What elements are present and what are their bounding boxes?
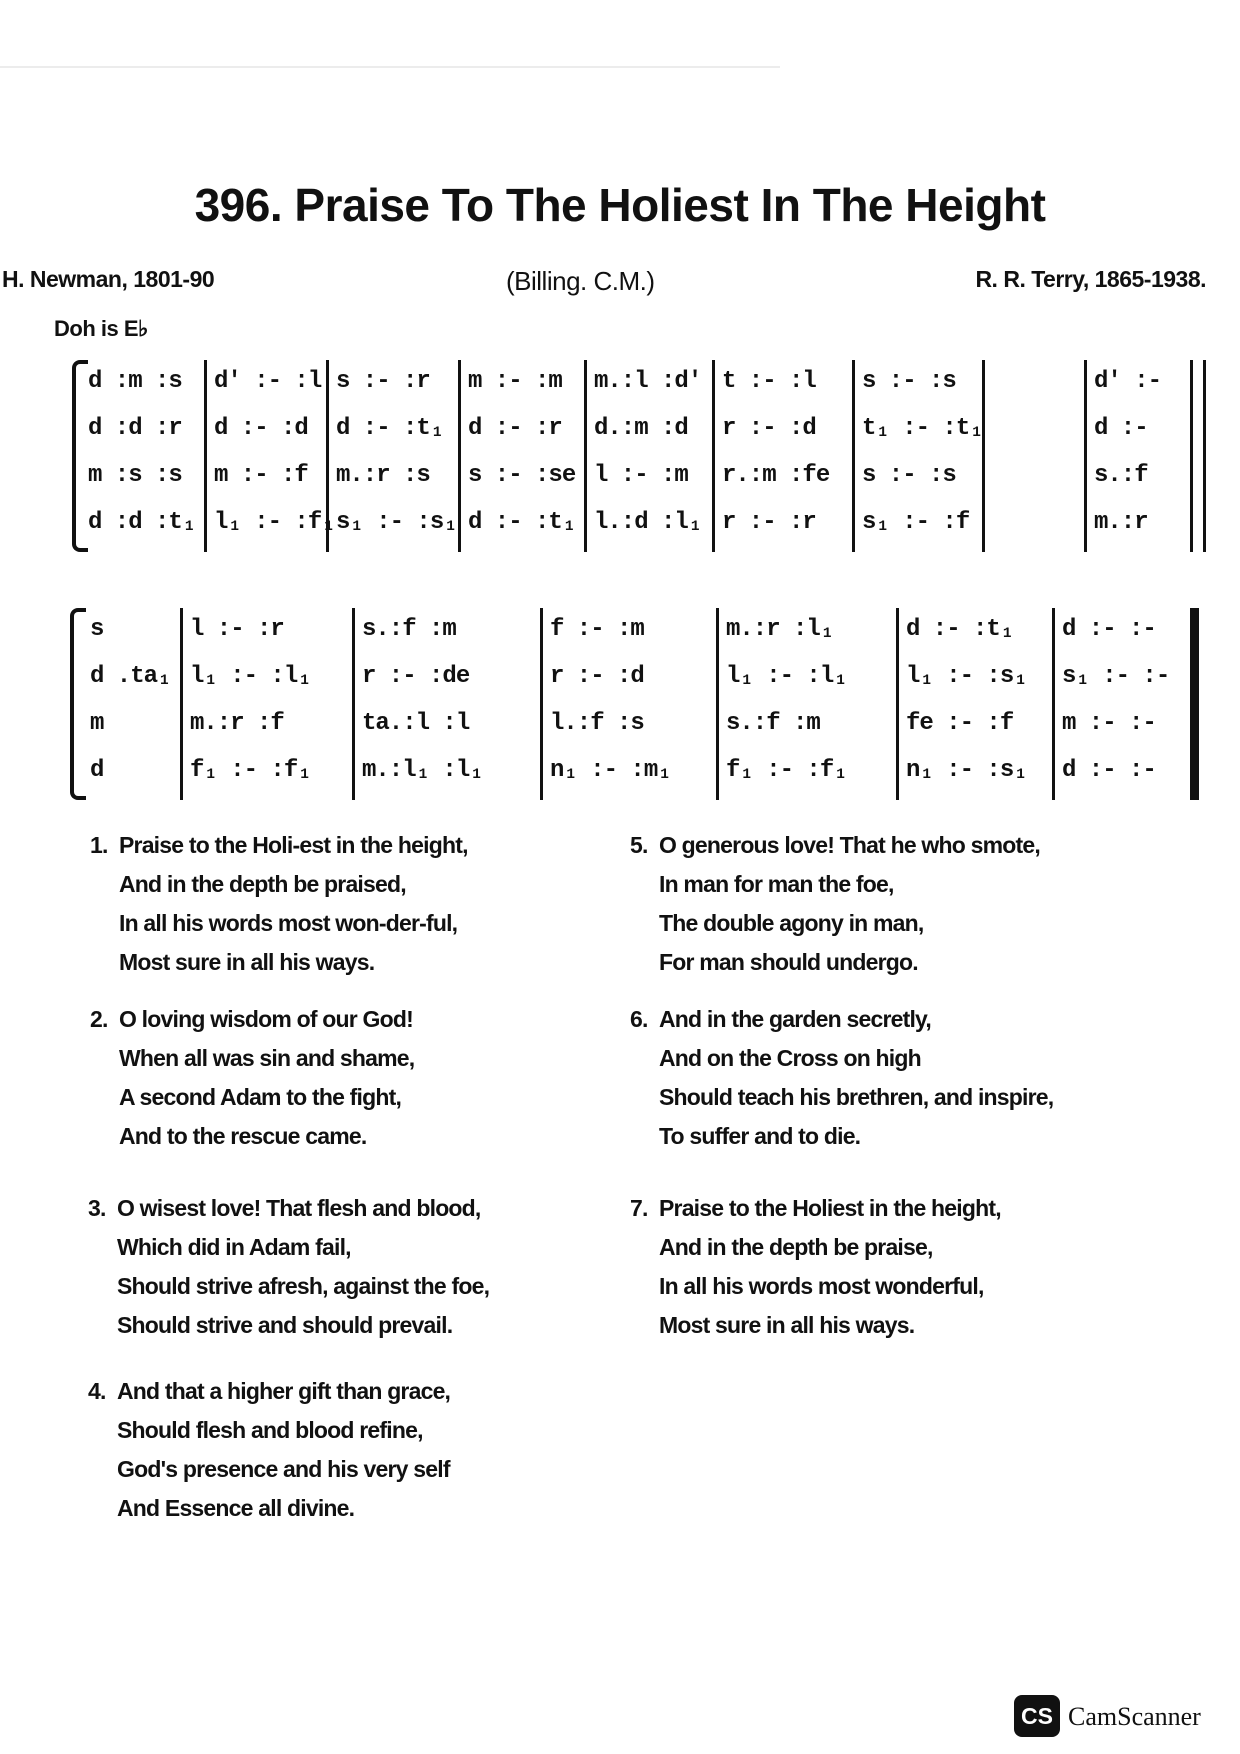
bass-part: s₁ :- :s₁ [336, 509, 457, 536]
bass-part: f₁ :- :f₁ [726, 757, 847, 784]
verse-line: And Essence all divine. [117, 1495, 355, 1521]
bass-part: n₁ :- :m₁ [550, 757, 671, 784]
alto-part: d :- :r [468, 415, 562, 442]
final-barline [1190, 360, 1206, 552]
alto-part: l₁ :- :s₁ [906, 663, 1027, 690]
soprano-part: l :- :r [190, 616, 284, 643]
tenor-part: m :s :s [88, 462, 182, 489]
alto-part: r :- :d [550, 663, 644, 690]
system-brace [72, 360, 88, 552]
alto-part: d .ta₁ [90, 663, 171, 690]
tune-name: (Billing. C.M.) [506, 266, 655, 296]
verse-line: Most sure in all his ways. [119, 949, 375, 975]
tenor-part: r.:m :fe [722, 462, 830, 489]
alto-part: s₁ :- :- [1062, 663, 1170, 690]
soprano-part: m :- :m [468, 368, 562, 395]
verse-line: And in the depth be praise, [659, 1234, 933, 1260]
author-credit: H. Newman, 1801-90 [2, 266, 215, 292]
verse-line: Should strive and should prevail. [117, 1312, 453, 1338]
verse-line: In all his words most wonderful, [659, 1273, 984, 1299]
verse-line: O generous love! That he who smote, [659, 832, 1040, 858]
bass-part: r :- :r [722, 509, 816, 536]
soprano-part: t :- :l [722, 368, 816, 395]
verse-number: 3. [88, 1195, 106, 1221]
barline [458, 360, 461, 552]
verse-number: 4. [88, 1378, 106, 1404]
verse-number: 6. [630, 1006, 648, 1032]
tenor-part: m.:r :f [190, 710, 284, 737]
verse-line: O wisest love! That flesh and blood, [117, 1195, 481, 1221]
alto-part: d :- [1094, 415, 1148, 442]
barline [852, 360, 855, 552]
key-signature: Doh is E♭ [54, 316, 148, 341]
verse-line: And that a higher gift than grace, [117, 1378, 451, 1404]
score-system-1 [70, 360, 1206, 552]
hymn-title: 396. Praise To The Holiest In The Height [194, 179, 1046, 231]
tenor-part: m :- :f [214, 462, 308, 489]
tenor-part: fe :- :f [906, 710, 1014, 737]
verse-line: Should strive afresh, against the foe, [117, 1273, 490, 1299]
bass-part: n₁ :- :s₁ [906, 757, 1027, 784]
scan-top-edge [0, 66, 780, 68]
soprano-part: s [90, 616, 104, 643]
bass-part: l.:d :l₁ [594, 509, 702, 536]
bass-part: d :- :t₁ [468, 509, 576, 536]
verse-number: 1. [90, 832, 108, 858]
system-brace [70, 608, 86, 800]
tenor-part: s.:f [1094, 462, 1148, 489]
alto-part: d :- :t₁ [336, 415, 444, 442]
bass-part: d :- :- [1062, 757, 1156, 784]
composer-credit: R. R. Terry, 1865-1938. [975, 266, 1206, 292]
tenor-part: m.:r :s [336, 462, 430, 489]
verse-line: Praise to the Holi-est in the height, [119, 832, 468, 858]
final-barline [1190, 608, 1199, 800]
verse-line: Praise to the Holiest in the height, [659, 1195, 1001, 1221]
soprano-part: m.:r :l₁ [726, 616, 834, 643]
soprano-part: d :- :- [1062, 616, 1156, 643]
alto-part: d :- :d [214, 415, 308, 442]
alto-part: r :- :d [722, 415, 816, 442]
tenor-part: m :- :- [1062, 710, 1156, 737]
alto-part: d.:m :d [594, 415, 688, 442]
barline [204, 360, 207, 552]
barline [180, 608, 183, 800]
tenor-part: s :- :s [862, 462, 956, 489]
verse-line: A second Adam to the fight, [119, 1084, 402, 1110]
barline [540, 608, 543, 800]
barline [712, 360, 715, 552]
score-system-2 [66, 608, 1202, 800]
soprano-part: d :- :t₁ [906, 616, 1014, 643]
alto-part: t₁ :- :t₁ [862, 415, 983, 442]
soprano-part: d' :- [1094, 368, 1162, 395]
verse-line: And in the garden secretly, [659, 1006, 931, 1032]
soprano-part: d' :- :l [214, 368, 322, 395]
verse-number: 5. [630, 832, 648, 858]
verse-line: And to the rescue came. [119, 1123, 367, 1149]
verse-line: In all his words most won-der-ful, [119, 910, 458, 936]
barline [896, 608, 899, 800]
barline [352, 608, 355, 800]
alto-part: l₁ :- :l₁ [190, 663, 311, 690]
bass-part: d [90, 757, 104, 784]
bass-part: l₁ :- :f₁ [214, 509, 335, 536]
verse-line: The double agony in man, [659, 910, 924, 936]
verse-line: Should flesh and blood refine, [117, 1417, 423, 1443]
verse-line: God's presence and his very self [117, 1456, 450, 1482]
camscanner-logo: CS [1014, 1695, 1060, 1737]
barline [1052, 608, 1055, 800]
verse-line: Which did in Adam fail, [117, 1234, 351, 1260]
tenor-part: s :- :se [468, 462, 576, 489]
barline [1084, 360, 1087, 552]
bass-part: d :d :t₁ [88, 509, 196, 536]
verse-line: Most sure in all his ways. [659, 1312, 915, 1338]
verse-line: And on the Cross on high [659, 1045, 921, 1071]
barline [584, 360, 587, 552]
verse-number: 2. [90, 1006, 108, 1032]
soprano-part: d :m :s [88, 368, 182, 395]
tenor-part: ta.:l :l [362, 710, 470, 737]
soprano-part: s.:f :m [362, 616, 456, 643]
verse-line: For man should undergo. [659, 949, 918, 975]
tenor-part: l.:f :s [550, 710, 644, 737]
verse-number: 7. [630, 1195, 648, 1221]
tenor-part: s.:f :m [726, 710, 820, 737]
bass-part: m.:l₁ :l₁ [362, 757, 483, 784]
soprano-part: s :- :s [862, 368, 956, 395]
verse-line: And in the depth be praised, [119, 871, 406, 897]
alto-part: r :- :de [362, 663, 470, 690]
barline [982, 360, 985, 552]
soprano-part: m.:l :d' [594, 368, 702, 395]
bass-part: s₁ :- :f [862, 509, 970, 536]
alto-part: l₁ :- :l₁ [726, 663, 847, 690]
tenor-part: m [90, 710, 104, 737]
camscanner-watermark: CamScanner [1068, 1702, 1201, 1731]
bass-part: f₁ :- :f₁ [190, 757, 311, 784]
verse-line: Should teach his brethren, and inspire, [659, 1084, 1054, 1110]
verse-line: To suffer and to die. [659, 1123, 861, 1149]
verse-line: In man for man the foe, [659, 871, 894, 897]
verse-line: When all was sin and shame, [119, 1045, 415, 1071]
verse-line: O loving wisdom of our God! [119, 1006, 413, 1032]
bass-part: m.:r [1094, 509, 1148, 536]
alto-part: d :d :r [88, 415, 182, 442]
soprano-part: s :- :r [336, 368, 430, 395]
barline [716, 608, 719, 800]
tenor-part: l :- :m [594, 462, 688, 489]
soprano-part: f :- :m [550, 616, 644, 643]
